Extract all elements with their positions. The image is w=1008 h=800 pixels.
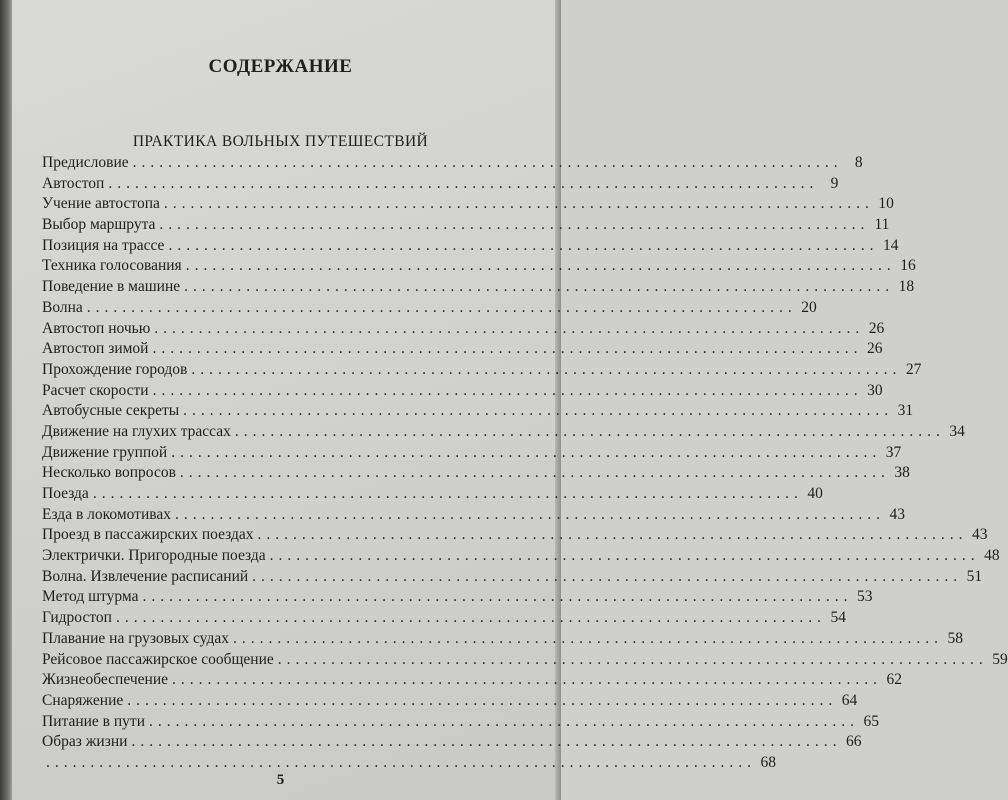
toc-entry-page: 48	[984, 547, 1000, 565]
toc-entry-title: Езда в локомотивах	[42, 505, 171, 523]
toc-entry	[42, 443, 902, 464]
dot-leader: ................................................................................	[92, 485, 803, 502]
toc-entry-page: 62	[886, 671, 902, 689]
toc-entry	[42, 629, 963, 650]
dot-leader: ................................................................................	[152, 340, 863, 358]
toc-entry-page: 37	[885, 443, 902, 461]
toc-entry-title: Плавание на грузовых судах	[42, 629, 229, 647]
toc-entry-title: Предисловие	[42, 154, 129, 171]
toc-entry	[42, 153, 863, 174]
toc-entry-title: Жизнеобеспечение	[42, 671, 168, 689]
toc-entry-title: Позиция на трассе	[42, 236, 165, 254]
toc-entry	[42, 732, 862, 753]
toc-entry-page: 8	[854, 154, 863, 171]
dot-leader: ................................................................................	[183, 402, 894, 420]
toc-entry	[42, 215, 890, 236]
toc-entry-title: Несколько вопросов	[42, 464, 176, 482]
toc-entry-page: 38	[894, 464, 910, 482]
toc-entry-page: 65	[863, 712, 879, 730]
toc-entry	[42, 650, 1008, 671]
toc-entry	[42, 546, 1000, 567]
dot-leader: ................................................................................	[185, 257, 896, 275]
toc-entry-page: 16	[900, 257, 916, 275]
toc-entry-title: Автобусные секреты	[42, 402, 180, 420]
toc-entry-page: 20	[801, 298, 817, 316]
toc-entry-page: 54	[830, 609, 846, 627]
dot-leader: ................................................................................	[269, 547, 980, 565]
toc-entry-title: Волна. Извлечение расписаний	[42, 567, 249, 585]
toc-entry-title: Гидростоп	[42, 609, 112, 627]
toc-entry	[42, 422, 965, 443]
dot-leader: ................................................................................	[154, 319, 865, 337]
toc-entry-title: Питание в пути	[42, 712, 145, 730]
toc-entry-title: Рейсовое пассажирское сообщение	[42, 650, 274, 668]
dot-leader: ................................................................................	[132, 154, 843, 171]
toc-entry-title: Автостоп	[42, 174, 105, 192]
dot-leader: ................................................................................	[142, 588, 853, 606]
toc-entry-page: 43	[889, 505, 905, 523]
dot-leader: ................................................................................	[108, 174, 819, 192]
toc-entry-page: 43	[972, 526, 988, 544]
toc-entry-title: Проезд в пассажирских поездах	[42, 526, 254, 544]
toc-entry-title: Учение автостопа	[42, 195, 160, 213]
toc-entry	[42, 401, 914, 422]
toc-entry	[42, 319, 885, 340]
toc-entry-page: 40	[807, 485, 823, 502]
toc-entry-page: 31	[897, 402, 914, 420]
toc-entry	[42, 484, 823, 505]
toc-entry-page: 68	[760, 753, 776, 771]
toc-entry-title: Поезда	[42, 485, 89, 502]
contents-heading: СОДЕРЖАНИЕ	[208, 56, 353, 77]
toc-entry	[42, 753, 776, 774]
toc-entry-page: 30	[867, 381, 883, 399]
dot-leader: ................................................................................	[175, 505, 885, 523]
toc-entry-page: 53	[856, 588, 873, 606]
dot-leader: ................................................................................	[148, 712, 859, 730]
toc-entry-title: Прохождение городов	[42, 360, 188, 378]
toc-entry-page: 11	[874, 216, 890, 234]
toc-entry	[42, 691, 858, 712]
dot-leader: ................................................................................	[86, 298, 797, 316]
toc-entry	[42, 298, 817, 319]
section-title: ПРАКТИКА ВОЛЬНЫХ ПУТЕШЕСТВИЙ	[132, 133, 429, 150]
dot-leader: ................................................................................	[184, 278, 895, 296]
book-spine-shadow	[0, 0, 12, 800]
dot-leader: ................................................................................	[159, 216, 870, 234]
toc-entry	[42, 525, 988, 546]
toc-entry-page: 26	[866, 340, 883, 358]
toc-entry	[42, 587, 873, 608]
dot-leader: ................................................................................	[191, 360, 902, 378]
toc-entry	[42, 236, 899, 257]
toc-entry-title: Образ жизни	[42, 733, 128, 751]
dot-leader: ................................................................................	[46, 753, 756, 771]
dot-leader: ................................................................................	[257, 526, 968, 544]
toc-entry	[42, 567, 983, 588]
toc-entry-page: 64	[841, 691, 858, 709]
toc-entry	[42, 277, 915, 298]
toc-entry-page: 10	[878, 195, 894, 213]
toc-entry-page: 27	[905, 360, 922, 378]
toc-entry-title: Движение группой	[42, 443, 168, 461]
toc-entry-title: Расчет скорости	[42, 381, 149, 399]
toc-entry-page: 58	[947, 629, 963, 647]
toc-entry	[42, 670, 902, 691]
toc-entry-page: 26	[868, 319, 885, 337]
dot-leader: ................................................................................	[252, 567, 963, 585]
toc-entry-title: Техника голосования	[42, 257, 182, 275]
dot-leader: ................................................................................	[277, 650, 988, 668]
toc-entry	[42, 360, 922, 381]
toc-entry-title: Автостоп ночью	[42, 319, 151, 337]
toc-entry-title: Выбор маршрута	[42, 216, 156, 234]
toc-entry-title: Поведение в машине	[42, 278, 181, 296]
dot-leader: ................................................................................	[168, 236, 879, 254]
toc-entry-title: Волна	[42, 298, 83, 316]
toc-entry	[42, 608, 846, 629]
toc-entry-page: 66	[845, 733, 862, 751]
dot-leader: ................................................................................	[172, 671, 882, 689]
toc-entry-title: Метод штурма	[42, 588, 139, 606]
toc-entry	[42, 712, 879, 733]
toc-entry	[42, 463, 910, 484]
toc-entry	[42, 256, 916, 277]
toc-entry-page: 18	[898, 278, 915, 296]
toc-entry-page: 14	[882, 236, 899, 254]
toc-entry-page: 9	[830, 174, 839, 192]
page-number: 5	[276, 772, 285, 788]
table-of-contents	[42, 153, 1008, 774]
dot-leader: ................................................................................	[152, 381, 863, 399]
toc-entry-page: 34	[949, 422, 965, 440]
dot-leader: ................................................................................	[131, 733, 842, 751]
toc-entry-title: Электрички. Пригородные поезда	[42, 547, 266, 565]
toc-entry	[42, 505, 905, 526]
dot-leader: ................................................................................	[179, 464, 890, 482]
dot-leader: ................................................................................	[232, 629, 943, 647]
toc-entry-page: 51	[966, 567, 983, 585]
dot-leader: ................................................................................	[127, 691, 838, 709]
dot-leader: ................................................................................	[163, 195, 874, 213]
toc-entry-page: 59	[992, 650, 1008, 668]
dot-leader: ................................................................................	[115, 609, 826, 627]
toc-entry-title: Движение на глухих трассах	[42, 422, 231, 440]
toc-entry-title: Автостоп зимой	[42, 340, 149, 358]
toc-entry-title: Снаряжение	[42, 691, 124, 709]
toc-entry	[42, 339, 883, 360]
toc-entry	[42, 194, 894, 215]
dot-leader: ................................................................................	[171, 443, 882, 461]
dot-leader: ................................................................................	[234, 422, 945, 440]
toc-entry	[42, 381, 883, 402]
toc-entry	[42, 174, 839, 195]
